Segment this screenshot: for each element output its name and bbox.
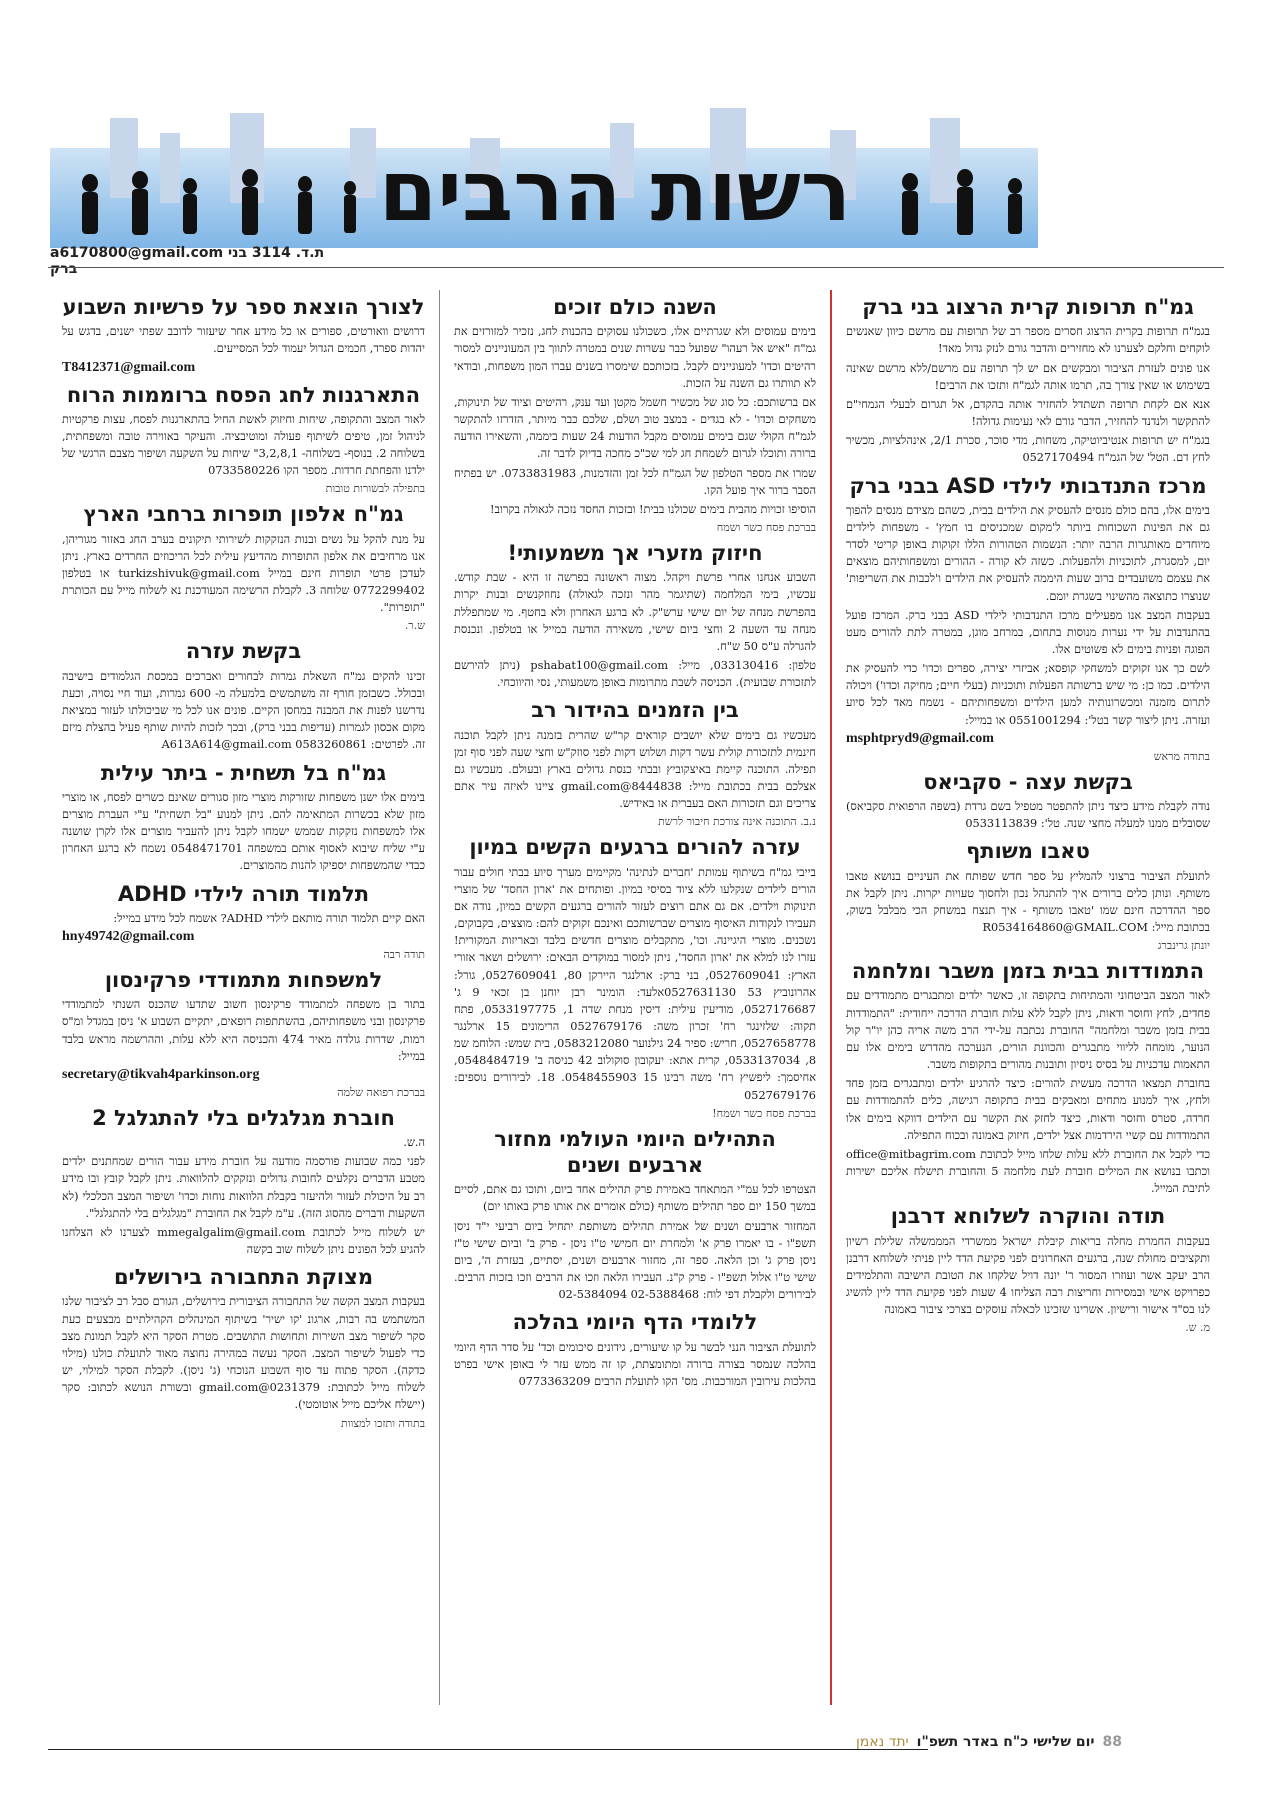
article-email[interactable]: hny49742@gmail.com — [62, 928, 195, 944]
article-body: נודה לקבלת מידע כיצד ניתן להתפטר מטפיל בשם גרדת (בשפה הרפואית סקביאס) שסובלים ממנו למעלה מחצי שנה. טל': 0533113839 — [846, 800, 1210, 831]
article — [846, 958, 1210, 1197]
masthead — [50, 108, 1038, 248]
article — [62, 760, 425, 875]
article-title: למשפחות מתמודדי פרקינסון — [104, 967, 383, 992]
article-signature: ש.ר. — [404, 619, 425, 633]
article — [846, 1203, 1210, 1334]
article-title: גמ"ח אלפון תופרות ברחבי הארץ — [83, 502, 404, 527]
article-signature: בברכת רפואה שלמה — [337, 1085, 425, 1099]
article-body: טלפון: 033130416, מייל: pshabat100@gmail.com (ניתן להירשם לתזכורת שבועית). הכניסה לשבת מתרומות באופן משמעותי, נסי והיווכחי. — [454, 659, 816, 690]
article — [62, 294, 425, 376]
article-signature: נ.ב. התוכנה אינה צורכת חיבור לרשת — [658, 815, 816, 829]
article — [454, 834, 816, 1119]
article-email[interactable]: msphtpryd9@gmail.com — [846, 730, 994, 746]
article-signature: בתודה מראש — [1153, 749, 1210, 763]
article-title: תלמוד תורה לילדי ADHD — [117, 881, 370, 906]
article-body: לאור המצב הביטחוני והמתיחות בתקופה זו, כאשר ילדים ומתבגרים מתמודדים עם פחדים, לחץ וחוסר ודאות, ניתן לקבל ללא עלות חוברת הדרכה ייחודית: "התמודדות בבית בזמן משבר ומלחמה" החוברת נכתבה על-ידי הרב משה אריה כהן יו"ר קול הנוער, מומחה לליווי מתבגרים והכוונת הורים, הנערכה מהדרש בימים אלו עם התאמות עדכניות על בסיס ניסיון ותובנות מהורים בתקופות משבר. — [846, 989, 1210, 1072]
article-title: גמ"ח תרופות קרית הרצוג בני ברק — [862, 295, 1194, 319]
footer-divider — [48, 1749, 928, 1750]
masthead-title: רשות הרבים — [378, 142, 852, 240]
article-signature: בברכת פסח כשר ושמח! — [712, 1106, 816, 1120]
article-title: התארגנות לחג הפסח ברוממות הרוח — [66, 382, 421, 407]
header-divider — [48, 267, 1224, 268]
contact-line — [50, 245, 350, 277]
page-number: 88 — [1102, 1734, 1122, 1750]
article-body: בימים אלו, בהם כולם מנסים להעסיק את הילדים בבית, כשהם מצידם מנסים להפוך גם את הפינות השכוחות ביותר ל'מקום שמכניסים בו חמץ' - משפחות לילדים מיוחדים מאותגרות הרבה יותר: הנשמות הטהורות הללו זקוקות באופן קריטי לסדר יום, למסגרת, לתוכניות ולהפעלות. כשזה לא קורה - ההורים ומשפחותיהם מוצאים את עצמם משועבדים ברוב שעות היממה להעסיק את הילדים ו'לכבות את השריפות' שנוצרו כתוצאה מהשינוי בשגרת יומם. — [846, 503, 1210, 603]
article — [454, 697, 816, 828]
article — [846, 473, 1210, 763]
article-body: בחוברת תמצאו הדרכה מעשית להורים: כיצד להרגיע ילדים ומתבגרים בזמן פחד ולחץ, איך למנוע מתחים ומאבקים בבית בתקופה רגישה, כלים להתמודדות עם חרדה, סטרס וחוסר ודאות, כיצד לחזק את הקשר עם הילדים דווקא בימים אלו התמודדות עם קשיי הירדמות אצל ילדים, חיזוק באמונה ובכוח התפילה. — [846, 1077, 1210, 1142]
article-body: זכינו להקים גמ"ח השאלת גמרות לבחורים ואברכים במכסת הגלמודים בישיבה ובכולל. כשבזמן חורף זה משתמשים בלמעלה מ- 600 גמרות, ועוד חיי נסויה, וכעת נדרשנו לפנות את המבנה במחסן הקיים. פונים אנו לכל מי שביכולתו לעזור במציאת מקום אכסון לגמרות (עדיפות בבני ברק), ובכך לזכות להיות שותף פעיל בהצלת מיזם זה. לפרטים: 0583260861 A613A614@gmail.com — [62, 669, 425, 752]
article-body: המחזור ארבעים ושנים של אמירת תהילים משותפת יתחיל ביום רביעי י"ד ניסן תשפ"ו - בו יאמרו פרק א' ולמחרת יום חמישי ט"ו ניסן - פרק ב' וביום שישי ט"ז ניסן פרק ג' וכן הלאה. ספר זה, מחזור ארבעים ושנים, יסתיים, בעזרת ה', ביום שישי ט"ו אלול תשפ"ו - פרק ק"נ. העבירו הלאה וזכו את הרבים וזכו בזכות הרבים. לבירורים ולקבלת דפי לוח: 02-5388468 02-5384094 — [454, 1219, 816, 1302]
article-signature: בתפילה לבשורות טובות — [325, 482, 425, 496]
masthead-graphic — [50, 108, 1038, 248]
article-signature: בברכת פסח כשר ושמח — [716, 520, 816, 534]
column-right — [832, 290, 1224, 1705]
article — [454, 540, 816, 691]
article-body: בתור בן משפחה למתמודד פרקינסון חשוב שתדעו שהכנס השנתי למתמודדי פרקינסון ובני משפחותיהם, בהשתתפות רופאים, יתקיים השבוע א' ניסן במגדל ומ"ס רמות, שדרות גולדה מאיר 474 והכניסה היא ללא עלות, וההרשמה מראש בלבד במייל: — [62, 998, 425, 1063]
article-title: בין הזמנים בהידור רב — [531, 698, 739, 723]
article-body: על מנת להקל על נשים ובנות הנזקקות לשירותי תיקונים בערב החג באזור מגוריהן, אנו מרחיבים את אלפון התופרות מהדיעץ עילית לכל הריכוזים החרדים בארץ. ניתן לעדכן פרטי תופרות חינם במייל turkizshivuk@gmail.com או בטלפון 0772299402 שלוחה 3. לקבלת הרשימה המעודכנת נא לשלוח מייל עם הכותרת "תופרות". — [62, 532, 425, 615]
article-body: לאור המצב והתקופה, שיחות וחיזוק לאשת החיל בהתארגנות לפסח, עצות פרקטיות לניהול זמן, טיפים לשיתוף פעולה ומוטיבציה. והעיקר באווירה טובה ומשפחתית, בשלוחה 2. בנוסף- בשלוחה- 3,2,8,1" שיחות על השקעה ושיפור מצבם הרגשי של ילדנו והפחתת חרדות. מספר הקו 0733580226 — [62, 412, 425, 478]
article-title: ללומדי הדף היומי בהלכה — [512, 1310, 758, 1335]
article-body: שמרו את מספר הטלפון של הגמ"ח לכל זמן והזדמנות, 0733831983. יש בפתיח הסבר ברור איך פועל הקו. — [454, 466, 816, 497]
article — [62, 382, 425, 496]
article-body: בגמ"ח תרופות בקרית הרצוג חסרים מספר רב של תרופות עם מרשם כיוון שאנשים לוקחים וחלקם לצערנו לא מחזירים והדבר גורם לנזק גדול מאד! — [846, 325, 1210, 356]
article-title: בקשת עצה - סקביאס — [923, 769, 1133, 794]
contact-pobox: ת.ד. 3114 בני ברק — [50, 245, 325, 277]
article-title: מצוקת התחבורה בירושלים — [113, 1265, 374, 1290]
article-body: כדי לקבל את החוברת ללא עלות שלחו מייל לכתובת office@mitbagrim.com וכתבו בנושא את המילים חוברת לעת מלחמה 5 והחוברת תישלח אליכם ישירות לתיבת המייל. — [846, 1147, 1210, 1196]
article-signature: תודה רבה — [383, 947, 425, 961]
article-body: בימים אלו ישנן משפחות שזורקות מוצרי מזון סגורים שאינם כשרים לפסח, או מוצרי מזון שלא בכשרות המתאימה להם. ניתן למנוע "בל תשחית" ע"י העברת מוצרים אלו למשפחות נזקקות שממש ישמחו לקבל ניתן להעביר מוצרים אלו לקרן שושנה ע"י שליח שיבוא לאסוף אותם במשפחה 0548471701 נשמח לא ברגע האחרון כבדי שהמשפחות יספיקו להנות מהמוצרים. — [62, 790, 425, 873]
article-body: בימים עמוסים ולא שגרתיים אלו, כשכולנו עסוקים בהכנות לחג, נזכיר למזורזים את גמ"ח "איש אל רעהו" שפועל כבר עשרות שנים במטרה לתווך בין המעוניינים למסור רהיטים וכדו' למעוניינים לקבל. בזכותכם שימסרו בשנים עברו המון משפחות, ובודאי לא תוותרו גם השנה על הזכות. — [454, 325, 816, 390]
article-title: מרכז התנדבותי לילדי ASD בבני ברק — [849, 473, 1207, 498]
article-email[interactable]: secretary@tikvah4parkinson.org — [62, 1066, 260, 1082]
article-title: גמ"ח בל תשחית - ביתר עילית — [100, 760, 387, 785]
article-body: לשם כך אנו זקוקים למשחקי קופסא; אביזרי יצירה, ספרים וכדו' כדי להעסיק את הילדים. כמו כן: מי שיש ברשותה הפעלות ותוכניות (בעלי חיים; מחיקה וכדו') ויכולה לתרום מזמנה ומכשרונותיה למען הילדים ומשפחותיהם - נשמח מאד לכל סיוע ועזרה. ניתן ליצור קשר בטל': 0551001294 או במייל: — [846, 662, 1210, 727]
issue-date: יום שלישי כ"ח באדר תשפ"ו — [916, 1734, 1095, 1750]
article-body: הצטרפו לכל עמ"י המתאחד באמירת פרק תהילים אחד ביום, ותוכו גם אתם, לסיים במשך 150 יום ספר תהילים משותף (כולם אומרים את אותו פרק באותו יום) — [454, 1183, 816, 1214]
article-body: לתועלת הציבור הנני לבשר על קו שיעורים, גידונים סיכומים וכד' על סדר הדף היומי בהלכה שנמסר בצורה ברורה ומתומצתת, קו זה ממש עזר לי באופן אישי בפרט בהלכות עירובין המורכבות. מס' הקו לתועלת הרבים 0773363209 — [454, 1340, 816, 1388]
article — [846, 294, 1210, 467]
article-body: דרושים וואורטים, ספורים או כל מידע אחר שיעזור לדובב שפתי ישנים, בדגש על יהדות ספרד, חכמים הגדול יעמוד לכל המסייעים. — [62, 325, 425, 356]
article-signature: יונתן גרינברג — [1157, 939, 1210, 953]
contact-email[interactable]: a6170800@gmail.com — [50, 245, 224, 261]
article-body: ה.ש. — [403, 1136, 425, 1150]
article-title: חוברת מגלגלים בלי להתגלגל 2 — [92, 1105, 395, 1130]
article-body: לפני כמה שבועות פורסמה מודעה על חוברת מידע עבור הורים שמחתנים ילדים מטבע הדברים נקלעים לחובות גדולים ונזקקים להלוואות. ניתן לקבל קובץ ובו מידע רב על היכולת לעזור ולהיעזר בקבלת הלוואות נוחות וכדו' ושיפור המצב הכלכלי (לא השקעות ודברים מהסוג הזה). ע"מ לקבל את החוברת "מגלגלים בלי להתגלגל". — [62, 1155, 425, 1220]
page-footer — [856, 1734, 1122, 1750]
article-body: בעקבות החמרת מחלה בריאות קיבלת ישראל ממשרדי המממשלה שלילת רשיון ותקציבים מחולת שנה, ברגעים האחרונים לפני פקיעת הדד ליין פניתי לשלוחא דרבנן הרב יעקב אשר ועוזרו המסור ר' יונה דויל שלקחו את הטובת הישיבה והתלמידים כפרויקט אישי ובמסירות וחריצות רבה הצליחו 4 שעות לפני פקיעת הדד ליין להשיג לנו בס"ד אישור ורישיון. אשרינו שזכינו לכאלה עוסקים בצרכי ציבור באמונה — [846, 1234, 1210, 1317]
article-body: בעקבות המצב אנו מפעילים מרכז התנדבותי לילדי ASD בבני ברק. המרכז פועל בהתנדבות על ידי נערות מנוסות בתחום, במרחב מוגן, במטרה לתת להורים מעט הפוגה ופניות בימים לא פשוטים אלו. — [846, 608, 1211, 656]
article-body: האם קיים תלמוד תורה מותאם לילדי ADHD? אשמח לכל מידע במייל: — [113, 911, 425, 925]
article — [454, 1126, 816, 1304]
article-signature: בתודה ותזכו למצוות — [341, 1416, 425, 1430]
article — [62, 1105, 425, 1258]
article — [62, 501, 425, 632]
article — [846, 769, 1210, 833]
article — [62, 967, 425, 1099]
article-title: עזרה להורים ברגעים הקשים במיון — [469, 835, 801, 860]
article-body: אנו פונים לעזרת הציבור ומבקשים אם יש לך תרופה עם מרשם/ללא מרשם שאינה בשימוש או שאין צורך בה, תרמו אותה לגמ"ח ותזכו את הרבים! — [846, 361, 1210, 392]
article-body: הוסיפו זכויות מהבית בימים שכולנו בבית! ובזכות החסד נזכה לגאולה בקרוב! — [490, 502, 816, 516]
article-title: בקשת עזרה — [185, 639, 302, 664]
newspaper-name: יתד נאמן — [855, 1734, 909, 1750]
article — [454, 294, 816, 534]
article — [454, 1309, 816, 1390]
article-title: השנה כולם זוכים — [553, 295, 717, 319]
article-body: אם ברשותכם: כל סוג של מכשיר חשמל מקטן ועד ענק, רהיטים וציוד של תינוקות, משחקים וכדו' - לא בגדים - במצב טוב ושלם, שלכם כבר מיותר, הזדרזו להתקשר לגמ"ח הקולי שגם בימים עמוסים מקבל הודעות 24 שעות ביממה, והשאירו הודעה ברורה ותוכלו לגרום לשמחת חג למי שכ"כ מחכה בדיוק לדבר זה. — [454, 395, 816, 461]
article-body: השבוע אנחנו אחרי פרשת ויקהל. מצוה ראשונה בפרשה זו היא - שבת קודש. עכשיו, בימי המלחמה (שתיגמר מהר ונזכה לגאולה) נחוזקנשים ובנות יקרות בהפרשת מנחה של יום שישי ערש"ק. לא ברגע האחרון ולא בחטף. מי שמתפללת מנחה עד השעה 2 וחצי ביום שישי, משאירה הודעה במייל או בטלפון. ונכנסת להגרלה ע"ס 50 ש"ח. — [454, 571, 816, 653]
article — [62, 1264, 425, 1429]
article-body: אנא אם לקחת תרופה תשתדל להחזיר אותה בהקדם, אל תגרום לבעלי הגמחי"ם להתקשר ולנדנד להחזיר, הדבר גורם לאי נעימות גדולה! — [846, 397, 1210, 429]
article-signature: מ. ש. — [1185, 1321, 1210, 1335]
article — [62, 638, 425, 753]
article — [846, 838, 1210, 952]
article-body: בעקבות המצב הקשה של התחבורה הציבורית בירושלים, הגורם סבל רב לציבור שלנו המשתמש בה רבות, ארגונ 'קו ישיר' בשיתוף המינהלים הקהילתיים מבצעים כעת סקר לשיפור מצב השירות ותחושות התושבים. מטרת הסקר היא לקבל תמונת מצב כדי לפעול לשיפור המצב. הסקר נעשה במהירה נחוצה מאוד לתועלת כולנו (מילוי כדקה). הסקר פתוח עד סוף השבוע הנוכחי (ג' ניסן). לקבלת הסקר למילוי, יש לשלוח מייל לכתובת: 0231379@gmail.com ובשורת הנושא לכתוב: סקר (יישלח אליכם מייל אוטומטי). — [62, 1295, 426, 1412]
column-left — [48, 290, 440, 1705]
article-title: לצורך הוצאת ספר על פרשיות השבוע — [62, 295, 425, 319]
article-body: בגמ"ח יש תרופות אנטיביוטיקה, משחות, מדי סוכר, סכרת 2/1, אינהלציות, מכשיר לחץ דם. הטל' של הגמ"ח 0527170494 — [846, 434, 1210, 465]
classifieds-columns — [48, 290, 1224, 1705]
article-body: מעכשיו גם בימים שלא יושבים קוראים קר"ש שהרית בזמנה ניתן לקבל תוכנה חינמית לתזכורת קולית עשר דקות ושלוש דקות לפני סוזק"ש וחצי שעה לפני סוף זמן תפילה. התוכנה קיימת באיצקוביץ ובבתי כנסת גדולים בארץ ובעולם. מעכשיו גם אצלכם בבית בכתובת מייל: 8444838@gmail.com ציינו לאיזה עיר אתם צריכים וגם תזכורות האם בעברית או באידיש. — [454, 728, 816, 811]
article-title: התמודדות בבית בזמן משבר ומלחמה — [851, 959, 1205, 984]
article-title: תודה והוקרה לשלוחא דרבנן — [890, 1204, 1166, 1229]
article — [62, 881, 425, 961]
article-title: התהילים היומי העולמי מחזור ארבעים ושנים — [494, 1126, 776, 1178]
article-body: לתועלת הציבור ברצוני להמליץ על ספר חדש שפותח את העיניים בנושא טאבו משותף. ונותן כלים ברורים איך להתנהל נכון ולחסוך טעויות יקרות. ניתן לקבל את ספר ההדרכה חינם שמו 'טאבו משותף - איך תנצח במשחק הכי מבלבל בשוק, בכתובת מייל: R0534164860@GMAIL.COM — [846, 869, 1210, 935]
article-title: טאבו משותף — [966, 839, 1090, 864]
column-middle — [440, 290, 832, 1705]
article-body: בייבי גמ"ח בשיתוף עמותת 'חברים לנתינה' מקיימים מערך סיוע בבתי חולים עבור הורים לילדים שנקלעו ללא ציוד בסיסי במיון. ופותחים את 'ארון החסד' של מוצרי תינוקות וילדים. אם גם אתם רוצים לעזור להורים ברגעים הקשים במיון, נודה אם תעבירו לנקודות האיסוף מוצרים שברשותכם ואינכם זקוקים להם: מוצצים, בקבוקים, נשכנים. מוצרי היגיינה. וכו', מתקבלים מוצרים חדשים בלבד ובאריזות המקורית! עזרו לנו למלא את 'ארון החסד', ניתן למסור במוקדים הבאים: ירושלים ושאר אזורי הארץ: 0527609041, בני ברק: ארלנגר היירקן 80, 0527609041, גורל: אהרונוביץ 53 0527631130אלעד: הומינר רבן יוחנן בן זכאי 9 ג' 0527176687, מודיעין עילית: דיסין מנחת שדה 1, 0533197775, פתח תקוה: שלזינגר רח' זכרון משה: 0527679176 הרימונים 15 ארלנגר 0527658778, חריש: ספיר 24 גילנוער 0583212080, בית שמש: הלוחמ שמ 8, 0533137034, קרית אתא: יעקובון סוקולוב 42 כניסה ב' 0548484719, אחיסמך: ליפשיץ רח' משה רבינו 15 0548455903. 18. לבירורים נוספים: 0527679176 — [454, 865, 817, 1102]
article-body: יש לשלוח מייל לכתובת mmegalgalim@gmail.com לצערנו לא הצלחנו להגיע לכל הפונים ניתן לשלוח שוב בקשה — [62, 1225, 425, 1256]
article-email[interactable]: T8412371@gmail.com — [62, 359, 196, 375]
article-title: חיזוק מזערי אך משמעותי! — [507, 540, 763, 565]
